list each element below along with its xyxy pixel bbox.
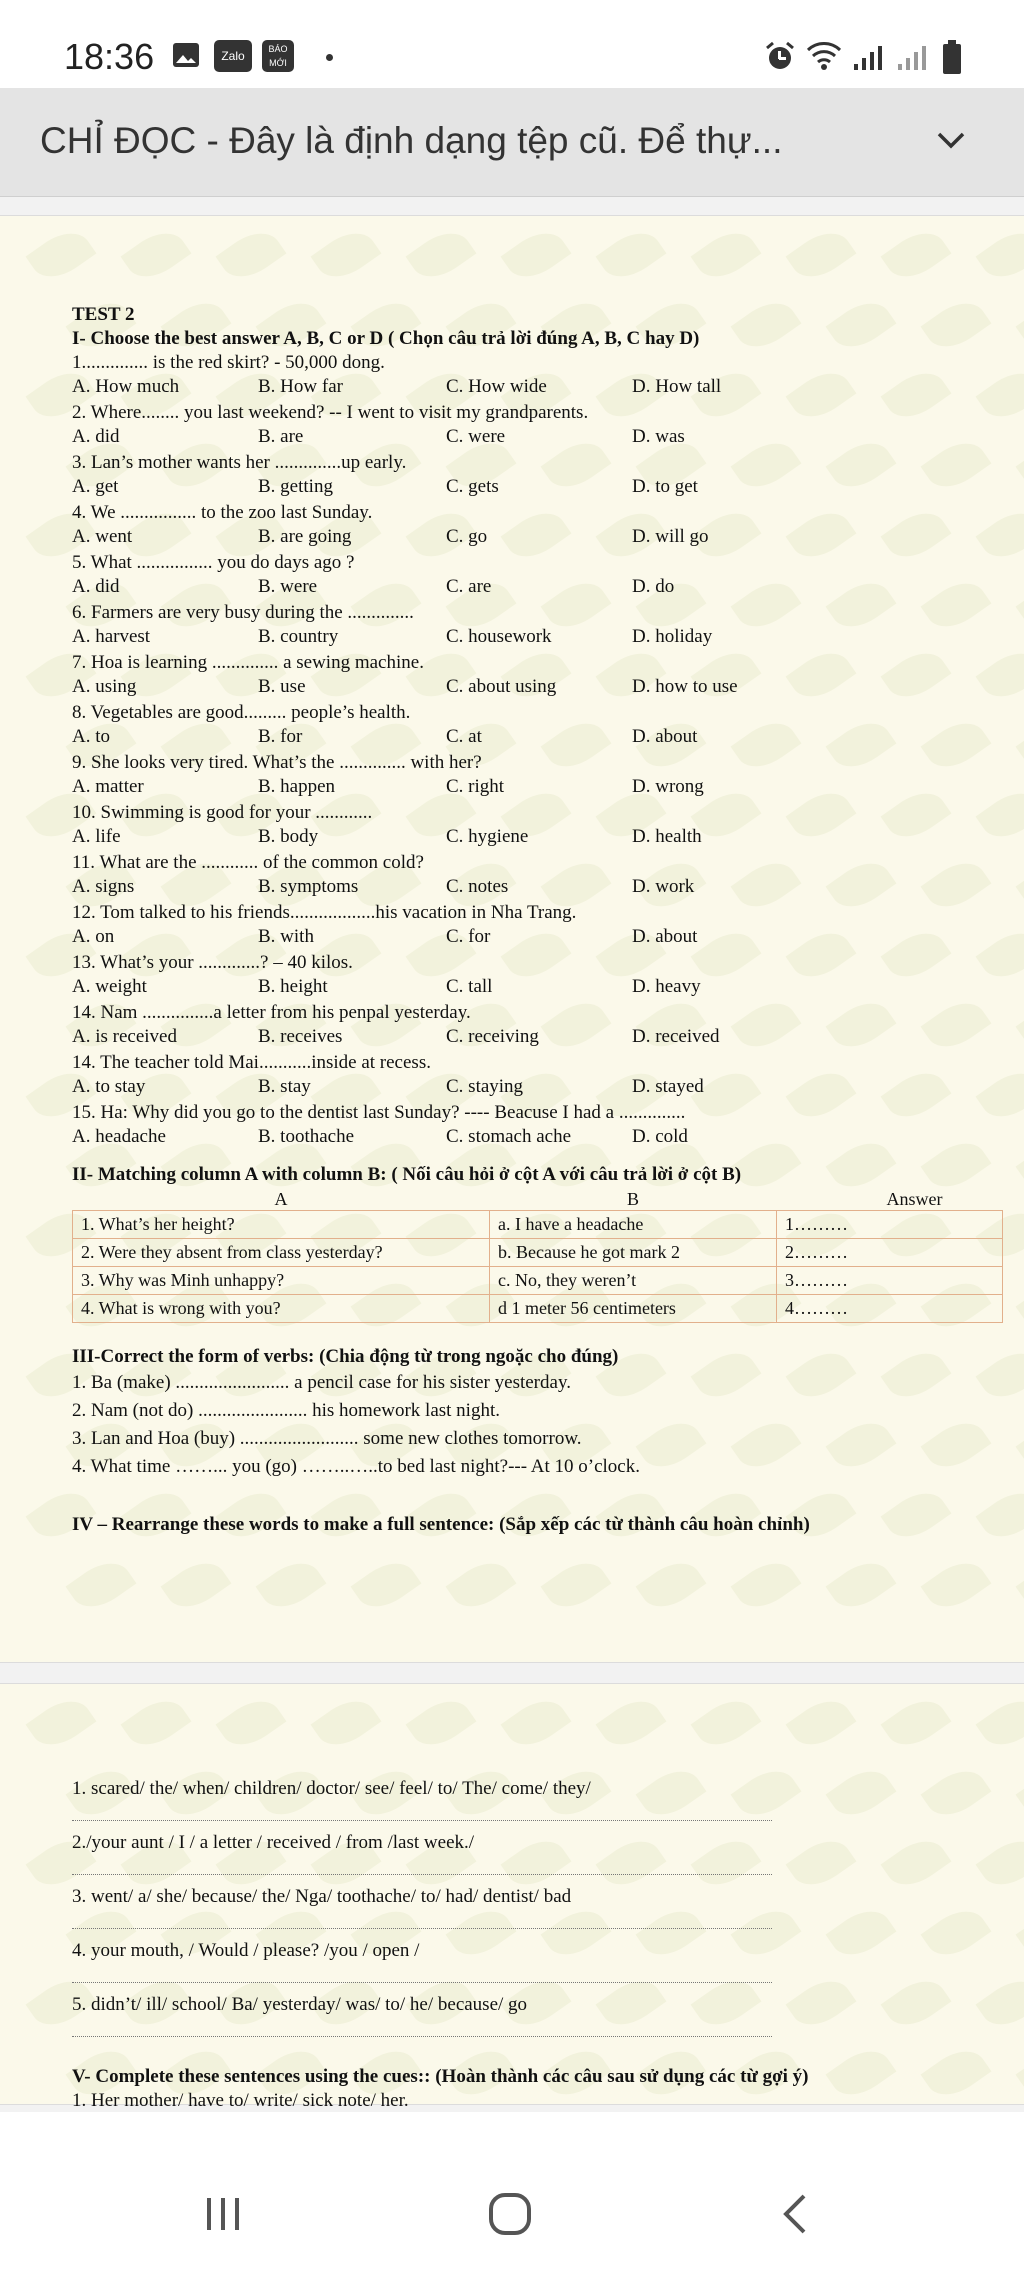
test-title: TEST 2 — [72, 304, 135, 325]
question-11: 11. What are the ............ of the common cold? — [72, 852, 424, 873]
answer-line — [72, 2036, 772, 2037]
question-3-option-a: A. get — [72, 476, 119, 497]
leaf-decoration — [921, 1760, 992, 1826]
matching-b-1: a. I have a headache — [490, 1211, 777, 1239]
leaf-decoration — [976, 782, 1024, 848]
question-1-option-a: A. How much — [72, 376, 180, 397]
leaf-decoration — [921, 992, 992, 1058]
question-4-option-b: B. are going — [258, 526, 352, 547]
question-11-option-c: C. notes — [446, 876, 509, 897]
signal-icon — [852, 44, 892, 72]
leaf-decoration — [976, 222, 1024, 288]
matching-a-4: 4. What is wrong with you? — [73, 1295, 490, 1323]
leaf-decoration — [786, 1342, 857, 1408]
answer-line — [72, 1874, 772, 1875]
matching-a-1: 1. What’s her height? — [73, 1211, 490, 1239]
matching-answer-1: 1……… — [777, 1211, 1003, 1239]
leaf-decoration — [881, 922, 952, 988]
question-13-option-a: A. weight — [72, 976, 147, 997]
question-14: 14. Nam ...............a letter from his penpal yesterday. — [72, 1002, 471, 1023]
question-13-option-d: D. heavy — [632, 976, 701, 997]
leaf-decoration — [596, 222, 667, 288]
leaf-decoration — [541, 992, 612, 1058]
leaf-decoration — [826, 992, 897, 1058]
matching-header-a: A — [274, 1188, 288, 1209]
leaf-decoration — [26, 1690, 97, 1756]
leaf-decoration — [921, 572, 992, 638]
question-7-option-d: D. how to use — [632, 676, 738, 697]
question-1-option-b: B. How far — [258, 376, 343, 397]
leaf-decoration — [1016, 432, 1024, 498]
leaf-decoration — [786, 1690, 857, 1756]
leaf-decoration — [731, 1900, 802, 1966]
matching-b-3: c. No, they weren’t — [490, 1267, 777, 1295]
question-6-option-d: D. holiday — [632, 626, 713, 647]
leaf-decoration — [921, 292, 992, 358]
leaf-decoration — [446, 1900, 517, 1966]
back-icon[interactable] — [780, 2192, 810, 2236]
leaf-decoration — [691, 1342, 762, 1408]
leaf-decoration — [596, 1970, 667, 2036]
leaf-decoration — [921, 2040, 992, 2106]
question-11-option-b: B. symptoms — [258, 876, 359, 897]
leaf-decoration — [541, 1552, 612, 1618]
leaf-decoration — [311, 1690, 382, 1756]
verb-item-1: 1. Ba (make) ........................ a pencil case for his sister yesterday. — [72, 1372, 571, 1393]
question-13-option-b: B. height — [258, 976, 328, 997]
leaf-decoration — [1016, 1552, 1024, 1618]
question-7: 7. Hoa is learning .............. a sewing machine. — [72, 652, 424, 673]
leaf-decoration — [406, 222, 477, 288]
question-2-option-c: C. were — [446, 426, 506, 447]
status-time: 18:36 — [64, 36, 155, 77]
leaf-decoration — [501, 502, 572, 568]
question-9-option-b: B. happen — [258, 776, 336, 797]
leaf-decoration — [976, 642, 1024, 708]
leaf-decoration — [1016, 1272, 1024, 1338]
rearrange-item-4: 4. your mouth, / Would / please? /you / open / — [72, 1940, 420, 1961]
leaf-decoration — [826, 292, 897, 358]
leaf-decoration — [881, 1342, 952, 1408]
question-10: 10. Swimming is good for your ............ — [72, 802, 373, 823]
matching-a-2: 2. Were they absent from class yesterday? — [73, 1239, 490, 1267]
question-3: 3. Lan’s mother wants her ..............up early. — [72, 452, 407, 473]
navigation-bar — [0, 2112, 1024, 2272]
matching-answer-2: 2……… — [777, 1239, 1003, 1267]
leaf-decoration — [881, 222, 952, 288]
chevron-down-icon[interactable] — [936, 130, 966, 150]
leaf-decoration — [826, 1900, 897, 1966]
leaf-decoration — [501, 1690, 572, 1756]
leaf-decoration — [216, 1690, 287, 1756]
leaf-decoration — [881, 782, 952, 848]
leaf-decoration — [596, 1830, 667, 1896]
leaf-decoration — [976, 1062, 1024, 1128]
leaf-decoration — [1016, 712, 1024, 778]
question-14-option-d: D. received — [632, 1026, 720, 1047]
question-2-option-a: A. did — [72, 426, 120, 447]
question-8-option-d: D. about — [632, 726, 698, 747]
matching-answer-4: 4……… — [777, 1295, 1003, 1323]
section-5-heading: V- Complete these sentences using the cues:: (Hoàn thành các câu sau sử dụng các từ gợi ý) — [72, 2066, 809, 2087]
leaf-decoration — [786, 502, 857, 568]
section-1-heading: I- Choose the best answer A, B, C or D ( Chọn câu trả lời đúng A, B, C hay D) — [72, 328, 700, 349]
leaf-decoration — [976, 362, 1024, 428]
leaf-decoration — [921, 712, 992, 778]
zalo-icon: Zalo — [214, 40, 252, 72]
recent-apps-icon[interactable] — [203, 2196, 243, 2232]
signal-2-icon — [896, 44, 936, 72]
question-14-option-a: A. is received — [72, 1026, 177, 1047]
matching-table — [72, 1188, 1003, 1323]
leaf-decoration — [691, 1970, 762, 2036]
leaf-decoration — [881, 362, 952, 428]
leaf-decoration — [731, 852, 802, 918]
leaf-decoration — [1016, 2040, 1024, 2106]
question-6-option-c: C. housework — [446, 626, 552, 647]
rearrange-item-1: 1. scared/ the/ when/ children/ doctor/ see/ feel/ to/ The/ come/ they/ — [72, 1778, 591, 1799]
question-4: 4. We ................ to the zoo last Sunday. — [72, 502, 373, 523]
question-12: 12. Tom talked to his friends..................his vacation in Nha Trang. — [72, 902, 577, 923]
question-16-option-b: B. toothache — [258, 1126, 355, 1147]
leaf-decoration — [731, 1412, 802, 1478]
leaf-decoration — [826, 1552, 897, 1618]
question-4-option-a: A. went — [72, 526, 133, 547]
leaf-decoration — [826, 1760, 897, 1826]
leaf-decoration — [826, 852, 897, 918]
document-page-2[interactable] — [0, 1684, 1024, 2111]
leaf-decoration — [826, 432, 897, 498]
leaf-decoration — [826, 572, 897, 638]
leaf-decoration — [446, 1552, 517, 1618]
leaf-decoration — [881, 1062, 952, 1128]
question-6: 6. Farmers are very busy during the .............. — [72, 602, 414, 623]
leaf-decoration — [826, 712, 897, 778]
leaf-decoration — [121, 222, 192, 288]
leaf-decoration — [976, 1482, 1024, 1548]
question-9-option-d: D. wrong — [632, 776, 704, 797]
leaf-decoration — [976, 1830, 1024, 1896]
question-16-option-a: A. headache — [72, 1126, 166, 1147]
question-7-option-a: A. using — [72, 676, 137, 697]
section-2-heading: II- Matching column A with column B: ( Nối câu hỏi ở cột A với câu trả lời ở cột B) — [72, 1164, 742, 1185]
leaf-decoration — [826, 1412, 897, 1478]
leaf-decoration — [881, 642, 952, 708]
leaf-decoration — [541, 432, 612, 498]
wifi-icon — [806, 40, 842, 72]
question-1-option-d: D. How tall — [632, 376, 722, 397]
question-15: 14. The teacher told Mai...........inside at recess. — [72, 1052, 431, 1073]
status-bar — [0, 0, 1024, 88]
question-12-option-b: B. with — [258, 926, 314, 947]
leaf-decoration — [976, 1342, 1024, 1408]
matching-b-4: d 1 meter 56 centimeters — [490, 1295, 777, 1323]
leaf-decoration — [1016, 1412, 1024, 1478]
leaf-decoration — [921, 852, 992, 918]
leaf-decoration — [786, 922, 857, 988]
leaf-decoration — [976, 502, 1024, 568]
leaf-decoration — [881, 1830, 952, 1896]
question-5: 5. What ................ you do days ago ? — [72, 552, 355, 573]
question-9-option-a: A. matter — [72, 776, 144, 797]
question-2-option-d: D. was — [632, 426, 685, 447]
question-1: 1.............. is the red skirt? - 50,000 dong. — [72, 352, 385, 373]
question-3-option-d: D. to get — [632, 476, 698, 497]
question-5-option-b: B. were — [258, 576, 318, 597]
question-10-option-b: B. body — [258, 826, 319, 847]
leaf-decoration — [731, 1552, 802, 1618]
question-8-option-c: C. at — [446, 726, 482, 747]
section-4-heading: IV – Rearrange these words to make a full sentence: (Sắp xếp các từ thành câu hoàn chỉnh) — [72, 1514, 810, 1535]
answer-line — [72, 1928, 772, 1929]
matching-b-2: b. Because he got mark 2 — [490, 1239, 777, 1267]
leaf-decoration — [786, 1970, 857, 2036]
question-2-option-b: B. are — [258, 426, 304, 447]
leaf-decoration — [121, 1690, 192, 1756]
answer-line — [72, 1820, 772, 1821]
question-4-option-d: D. will go — [632, 526, 709, 547]
document-title-bar[interactable] — [0, 88, 1024, 197]
verb-item-3: 3. Lan and Hoa (buy) ......................... some new clothes tomorrow. — [72, 1428, 582, 1449]
leaf-decoration — [636, 1760, 707, 1826]
leaf-decoration — [921, 1552, 992, 1618]
leaf-decoration — [311, 222, 382, 288]
baomoi-icon: BÁO MỚI — [262, 40, 294, 72]
notification-dot-icon — [326, 54, 333, 61]
leaf-decoration — [1016, 572, 1024, 638]
leaf-decoration — [636, 1900, 707, 1966]
question-15-option-d: D. stayed — [632, 1076, 704, 1097]
leaf-decoration — [731, 292, 802, 358]
section-3-heading: III-Correct the form of verbs: (Chia động từ trong ngoặc cho đúng) — [72, 1346, 619, 1367]
matching-header-b: B — [626, 1188, 639, 1209]
leaf-decoration — [351, 1552, 422, 1618]
leaf-decoration — [691, 1690, 762, 1756]
question-2: 2. Where........ you last weekend? -- I went to visit my grandparents. — [72, 402, 589, 423]
question-6-option-b: B. country — [258, 626, 339, 647]
question-8-option-a: A. to — [72, 726, 110, 747]
leaf-decoration — [731, 1760, 802, 1826]
leaf-decoration — [691, 1830, 762, 1896]
leaf-decoration — [921, 1412, 992, 1478]
question-14-option-c: C. receiving — [446, 1026, 539, 1047]
leaf-decoration — [541, 712, 612, 778]
leaf-decoration — [161, 1552, 232, 1618]
question-10-option-d: D. health — [632, 826, 702, 847]
document-page-1[interactable] — [0, 216, 1024, 1662]
question-15-option-c: C. staying — [446, 1076, 524, 1097]
question-14-option-b: B. receives — [258, 1026, 343, 1047]
leaf-decoration — [26, 222, 97, 288]
question-15-option-a: A. to stay — [72, 1076, 146, 1097]
verb-item-2: 2. Nam (not do) ....................... his homework last night. — [72, 1400, 500, 1421]
leaf-decoration — [921, 432, 992, 498]
question-11-option-a: A. signs — [72, 876, 135, 897]
question-16-option-d: D. cold — [632, 1126, 688, 1147]
leaf-decoration — [1016, 1760, 1024, 1826]
question-5-option-c: C. are — [446, 576, 492, 597]
question-13-option-c: C. tall — [446, 976, 493, 997]
answer-line — [72, 1982, 772, 1983]
leaf-decoration — [406, 1690, 477, 1756]
question-7-option-b: B. use — [258, 676, 306, 697]
leaf-decoration — [881, 502, 952, 568]
leaf-decoration — [881, 1482, 952, 1548]
leaf-decoration — [216, 222, 287, 288]
leaf-decoration — [256, 1552, 327, 1618]
question-8: 8. Vegetables are good......... people’s health. — [72, 702, 411, 723]
question-15-option-b: B. stay — [258, 1076, 311, 1097]
question-8-option-b: B. for — [258, 726, 303, 747]
leaf-decoration — [1016, 292, 1024, 358]
leaf-decoration — [1016, 1132, 1024, 1198]
question-16: 15. Ha: Why did you go to the dentist last Sunday? ---- Beacuse I had a .............. — [72, 1102, 686, 1123]
leaf-decoration — [1016, 992, 1024, 1058]
rearrange-item-3: 3. went/ a/ she/ because/ the/ Nga/ toothache/ to/ had/ dentist/ bad — [72, 1886, 572, 1907]
question-10-option-c: C. hygiene — [446, 826, 529, 847]
question-9: 9. She looks very tired. What’s the .............. with her? — [72, 752, 482, 773]
question-11-option-d: D. work — [632, 876, 695, 897]
leaf-decoration — [786, 1830, 857, 1896]
leaf-decoration — [786, 362, 857, 428]
question-5-option-d: D. do — [632, 576, 675, 597]
read-only-banner-text: CHỈ ĐỌC - Đây là định dạng tệp cũ. Để thự... — [40, 120, 783, 161]
leaf-decoration — [66, 1552, 137, 1618]
leaf-decoration — [636, 1552, 707, 1618]
matching-a-3: 3. Why was Minh unhappy? — [73, 1267, 490, 1295]
home-icon[interactable] — [488, 2192, 532, 2236]
leaf-decoration — [731, 712, 802, 778]
question-6-option-a: A. harvest — [72, 626, 151, 647]
leaf-decoration — [731, 432, 802, 498]
matching-header-answer: Answer — [886, 1188, 943, 1209]
rearrange-item-5: 5. didn’t/ ill/ school/ Ba/ yesterday/ was/ to/ he/ because/ go — [72, 1994, 528, 2015]
question-10-option-a: A. life — [72, 826, 121, 847]
question-16-option-c: C. stomach ache — [446, 1126, 572, 1147]
question-9-option-c: C. right — [446, 776, 505, 797]
leaf-decoration — [976, 922, 1024, 988]
leaf-decoration — [731, 992, 802, 1058]
leaf-decoration — [826, 2040, 897, 2106]
complete-item-1: 1. Her mother/ have to/ write/ sick note/ her. — [72, 2090, 409, 2111]
question-7-option-c: C. about using — [446, 676, 557, 697]
leaf-decoration — [636, 1412, 707, 1478]
verb-item-4: 4. What time ……... you (go) ……..…..to bed last night?--- At 10 o’clock. — [72, 1456, 640, 1477]
question-12-option-a: A. on — [72, 926, 115, 947]
leaf-decoration — [501, 222, 572, 288]
question-3-option-b: B. getting — [258, 476, 333, 497]
leaf-decoration — [691, 222, 762, 288]
alarm-icon — [764, 40, 796, 72]
battery-icon — [942, 40, 962, 74]
gallery-icon — [172, 42, 200, 68]
leaf-decoration — [976, 1970, 1024, 2036]
leaf-decoration — [786, 1062, 857, 1128]
leaf-decoration — [731, 572, 802, 638]
question-4-option-c: C. go — [446, 526, 488, 547]
leaf-decoration — [1016, 1900, 1024, 1966]
leaf-decoration — [786, 782, 857, 848]
leaf-decoration — [921, 1900, 992, 1966]
leaf-decoration — [881, 1970, 952, 2036]
leaf-decoration — [881, 1690, 952, 1756]
leaf-decoration — [1016, 852, 1024, 918]
question-1-option-c: C. How wide — [446, 376, 547, 397]
rearrange-item-2: 2./your aunt / I / a letter / received / from /last week./ — [72, 1832, 475, 1853]
leaf-decoration — [976, 1690, 1024, 1756]
leaf-decoration — [501, 922, 572, 988]
leaf-decoration — [786, 642, 857, 708]
question-12-option-d: D. about — [632, 926, 698, 947]
question-12-option-c: C. for — [446, 926, 491, 947]
question-13: 13. What’s your .............? – 40 kilos. — [72, 952, 353, 973]
leaf-decoration — [596, 1690, 667, 1756]
leaf-decoration — [541, 1900, 612, 1966]
leaf-decoration — [786, 222, 857, 288]
question-5-option-a: A. did — [72, 576, 120, 597]
matching-answer-3: 3……… — [777, 1267, 1003, 1295]
question-3-option-c: C. gets — [446, 476, 499, 497]
leaf-decoration — [691, 922, 762, 988]
